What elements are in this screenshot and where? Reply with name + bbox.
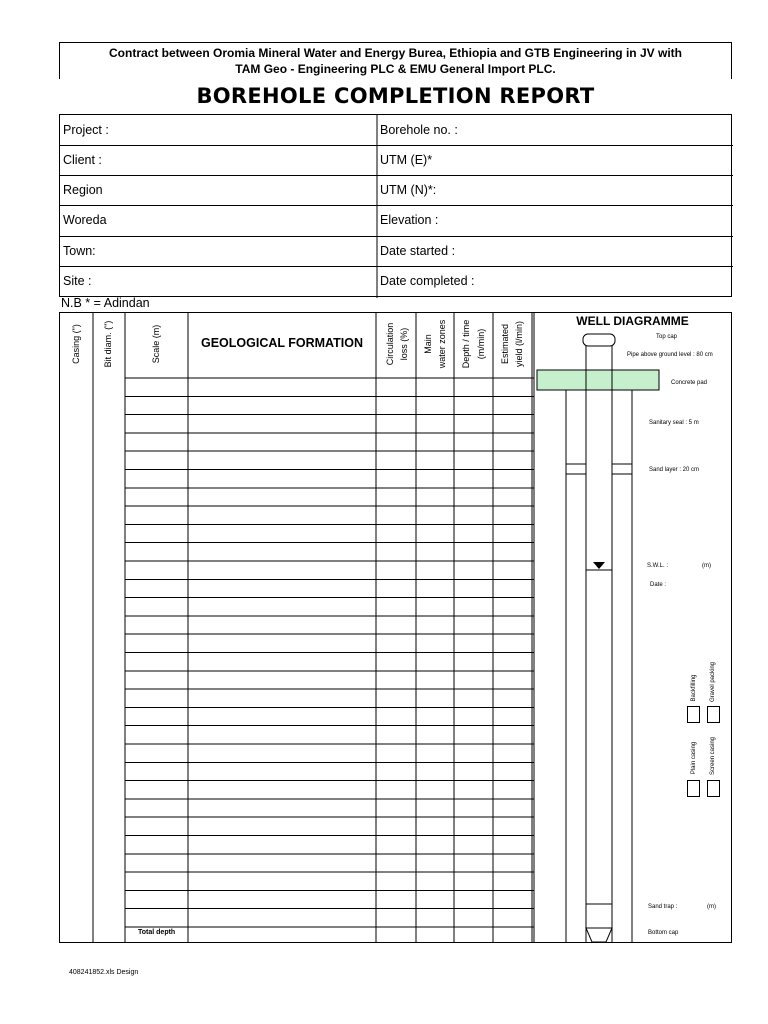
top-cap-shape	[583, 334, 615, 346]
swl-date-label: Date :	[650, 582, 667, 588]
concrete-pad-label: Concrete pad	[671, 380, 708, 386]
site-label: Site :	[63, 274, 92, 288]
utm-e-label: UTM (E)*	[380, 153, 433, 167]
date-started-label: Date started :	[380, 244, 456, 258]
gravel-packing-swatch	[707, 706, 720, 723]
project-label: Project :	[63, 123, 109, 137]
plain-casing-swatch	[687, 780, 700, 797]
top-cap-label: Top cap	[656, 334, 678, 340]
swl-label: S.W.L. :	[647, 563, 669, 569]
bit-diam-header: Bit diam. (")	[103, 320, 113, 368]
circulation-header-2: loss (%)	[399, 327, 409, 361]
swl-unit: (m)	[702, 563, 711, 569]
contract-line-2: TAM Geo - Engineering PLC & EMU General Import PLC.	[235, 62, 556, 76]
screen-casing-swatch	[707, 780, 720, 797]
sand-trap-unit: (m)	[707, 904, 716, 910]
screen-casing-label: Screen casing	[710, 736, 716, 776]
borehole-no-label: Borehole no. :	[380, 123, 458, 137]
report-title: BOREHOLE COMPLETION REPORT	[196, 84, 595, 108]
info-grid	[60, 115, 733, 298]
water-level-icon	[593, 562, 605, 569]
total-depth-label: Total depth	[138, 929, 176, 936]
estimated-yield-header-2: yield (l/min)	[514, 320, 524, 368]
main-water-header-2: water zones	[437, 319, 447, 369]
circulation-header-1: Circulation	[385, 322, 395, 366]
backfilling-label: Backfilling	[691, 674, 697, 702]
client-label: Client :	[63, 153, 102, 167]
date-completed-label: Date completed :	[380, 274, 475, 288]
backfilling-swatch	[687, 706, 700, 723]
bottom-cap-shape	[586, 928, 612, 942]
well-diagram	[534, 326, 731, 943]
elevation-label: Elevation :	[380, 213, 439, 227]
sand-trap-label: Sand trap :	[648, 904, 678, 910]
bottom-cap-label: Bottom cap	[648, 930, 679, 936]
contract-line-1: Contract between Oromia Mineral Water and Energy Burea, Ethiopia and GTB Engineering in JV with	[109, 46, 682, 60]
contract-header	[59, 42, 732, 79]
sand-layer-label: Sand layer : 20 cm	[649, 467, 700, 473]
main-water-header-1: Main	[423, 334, 433, 354]
depth-time-header-1: Depth / time	[461, 319, 471, 369]
utm-n-label: UTM (N)*:	[380, 183, 437, 197]
plain-casing-label: Plain casing	[691, 741, 697, 775]
geological-formation-header: GEOLOGICAL FORMATION	[200, 336, 364, 350]
sanitary-seal-label: Sanitary seal : 5 m	[649, 420, 699, 426]
woreda-label: Woreda	[63, 213, 107, 227]
file-footer: 408241852.xls Design	[69, 969, 139, 976]
estimated-yield-header-1: Estimated	[500, 323, 510, 365]
info-table	[59, 114, 732, 297]
region-label: Region	[63, 183, 103, 197]
casing-header: Casing (")	[71, 324, 81, 364]
scale-header: Scale (m)	[151, 324, 161, 364]
pipe-above-label: Pipe above ground level : 80 cm	[627, 352, 713, 358]
concrete-pad-shape	[537, 370, 659, 390]
datum-note: N.B * = Adindan	[61, 296, 150, 310]
depth-time-header-2: (m/min)	[476, 328, 486, 360]
town-label: Town:	[63, 244, 96, 258]
gravel-packing-label: Gravel packing	[710, 661, 716, 703]
well-diagramme-title: WELL DIAGRAMME	[576, 314, 689, 328]
